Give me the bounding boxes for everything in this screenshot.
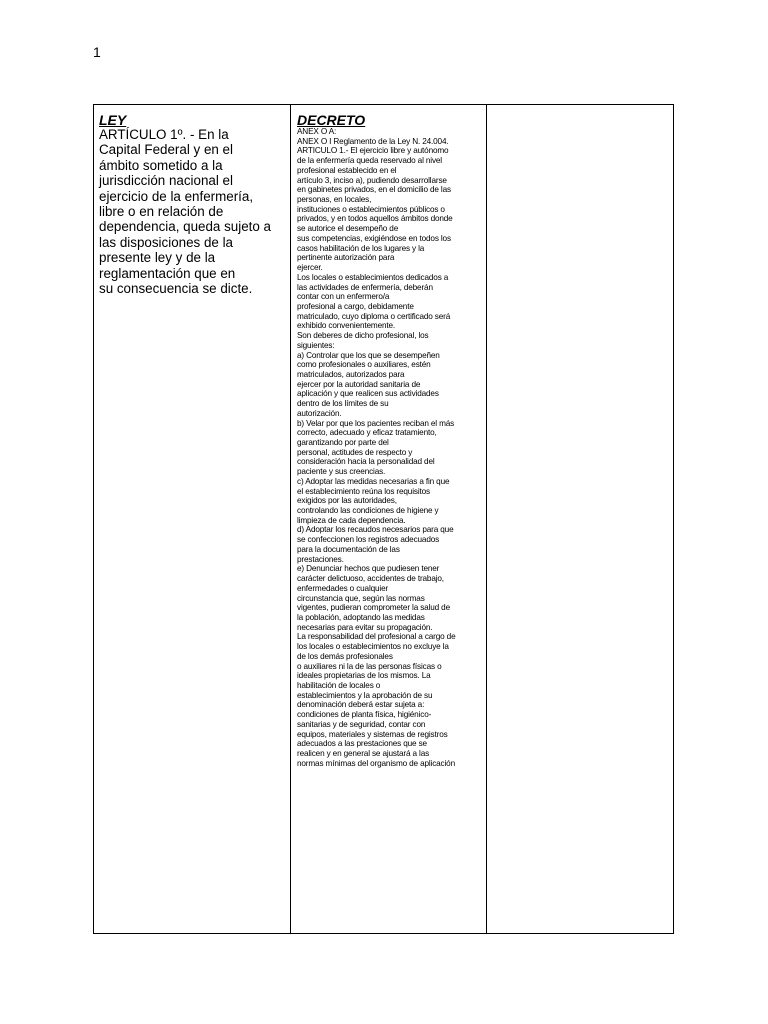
text-line: sus competencias, exigiéndose en todos los: [297, 233, 451, 243]
text-line: carácter delictuoso, accidentes de trabajo,: [297, 574, 444, 584]
text-line: los locales o establecimientos no excluye la: [297, 642, 449, 652]
text-line: matriculado, cuyo diploma o certificado será: [297, 311, 451, 321]
text-line: se autorice el desempeño de: [297, 224, 399, 234]
text-line: personal, actitudes de respecto y: [297, 447, 413, 457]
text-line: jurisdicción nacional el: [99, 173, 233, 189]
text-line: autorización.: [297, 408, 342, 418]
text-line: instituciones o establecimientos públicos o: [297, 204, 445, 214]
text-line: privados, y en todos aquellos ámbitos donde: [297, 214, 453, 224]
text-line: paciente y sus creencias.: [297, 467, 386, 477]
text-line: reglamentación que en: [99, 265, 236, 281]
text-line: ideales propietarias de los mismos. La: [297, 671, 431, 681]
text-line: ejercer por la autoridad sanitaria de: [297, 379, 421, 389]
text-line: pertinente autorización para: [297, 253, 395, 263]
text-line: La responsabilidad del profesional a cargo de: [297, 632, 456, 642]
text-line: correcto, adecuado y eficaz tratamiento,: [297, 428, 437, 438]
text-line: habilitación de locales o: [297, 680, 381, 690]
text-line: de los demás profesionales: [297, 651, 393, 661]
text-line: c) Adoptar las medidas necesarias a fin que: [297, 476, 450, 486]
text-line: d) Adoptar los recaudos necesarios para que: [297, 525, 454, 535]
text-line: ANEX O I Reglamento de la Ley N. 24.004.: [297, 136, 449, 146]
text-line: condiciones de planta física, higiénico-: [297, 710, 432, 720]
text-line: dependencia, queda sujeto a: [99, 219, 271, 235]
text-line: ARTICULO 1.- El ejercicio libre y autónomo: [297, 146, 449, 156]
text-line: o auxiliares ni la de las personas físicas o: [297, 661, 442, 671]
text-line: denominación deberá estar sujeta a:: [297, 700, 425, 710]
page-number: 1: [93, 44, 101, 60]
text-line: artículo 3, inciso a), pudiendo desarrollarse: [297, 175, 447, 185]
ley-column: [94, 105, 291, 933]
text-line: profesional establecido en el: [297, 165, 397, 175]
text-line: necesarias para evitar su propagación.: [297, 622, 433, 632]
text-line: ejercer.: [297, 263, 323, 273]
text-line: exhibido convenientemente.: [297, 321, 396, 331]
text-line: ARTÍCULO 1º. - En la: [99, 127, 229, 142]
text-line: aplicación y que realicen sus actividades: [297, 389, 439, 399]
text-line: sanitarias y de seguridad, contar con: [297, 719, 426, 729]
text-line: el establecimiento reúna los requisitos: [297, 486, 430, 496]
text-line: la población, adoptando las medidas: [297, 612, 425, 622]
decreto-title: DECRETO: [297, 112, 366, 128]
text-line: adecuados a las prestaciones que se: [297, 739, 427, 749]
text-line: prestaciones.: [297, 554, 344, 564]
text-line: se confeccionen los registros adecuados: [297, 535, 440, 545]
text-line: personas, en locales,: [297, 195, 372, 205]
text-line: ANEX O A:: [297, 127, 337, 136]
law-comparison-table: [93, 104, 674, 934]
text-line: Capital Federal y en el: [99, 142, 233, 158]
text-line: casos habilitación de los lugares y la: [297, 243, 425, 253]
text-line: como profesionales o auxiliares, estén: [297, 360, 431, 370]
text-line: las actividades de enfermería, deberán: [297, 282, 433, 292]
decreto-column: [291, 105, 487, 933]
text-line: matriculados, autorizados para: [297, 369, 405, 379]
text-line: contar con un enfermero/a: [297, 292, 390, 302]
text-line: de la enfermería queda reservado al nivel: [297, 156, 442, 166]
ley-title: LEY: [99, 112, 127, 128]
text-line: controlando las condiciones de higiene y: [297, 506, 439, 516]
text-line: b) Velar por que los pacientes reciban el más: [297, 418, 455, 428]
text-line: libre o en relación de: [99, 204, 224, 220]
text-line: vigentes, pudieran comprometer la salud de: [297, 603, 450, 613]
text-line: en gabinetes privados, en el domicilio de las: [297, 185, 451, 195]
text-line: normas mínimas del organismo de aplicación: [297, 758, 455, 768]
text-line: consideración hacia la personalidad del: [297, 457, 435, 467]
text-line: establecimientos y la aprobación de su: [297, 690, 433, 700]
text-line: circunstancia que, según las normas: [297, 593, 425, 603]
text-line: garantizando por parte del: [297, 438, 389, 447]
text-line: realicen y en general se ajustará a las: [297, 749, 430, 758]
text-line: siguientes:: [297, 340, 335, 350]
ley-article-text: [99, 127, 286, 296]
text-line: para la documentación de las: [297, 544, 400, 554]
text-line: a) Controlar que los que se desempeñen: [297, 350, 440, 360]
text-line: Son deberes de dicho profesional, los: [297, 331, 429, 341]
text-line: su consecuencia se dicte.: [99, 281, 253, 297]
text-line: equipos, materiales y sistemas de registros: [297, 729, 448, 739]
text-line: presente ley y de la: [99, 250, 216, 266]
decreto-article-text: [297, 127, 482, 768]
text-line: dentro de los límites de su: [297, 399, 389, 409]
text-line: ejercicio de la enfermería,: [99, 188, 254, 204]
text-line: enfermedades o cualquier: [297, 583, 389, 593]
text-line: exigidos por las autoridades,: [297, 496, 397, 506]
text-line: profesional a cargo, debidamente: [297, 301, 414, 311]
text-line: Los locales o establecimientos dedicados a: [297, 272, 449, 282]
text-line: ámbito sometido a la: [99, 157, 223, 173]
empty-column: [487, 105, 673, 933]
text-line: e) Denunciar hechos que pudiesen tener: [297, 564, 440, 574]
text-line: las disposiciones de la: [99, 234, 233, 250]
text-line: limpieza de cada dependencia.: [297, 515, 406, 525]
